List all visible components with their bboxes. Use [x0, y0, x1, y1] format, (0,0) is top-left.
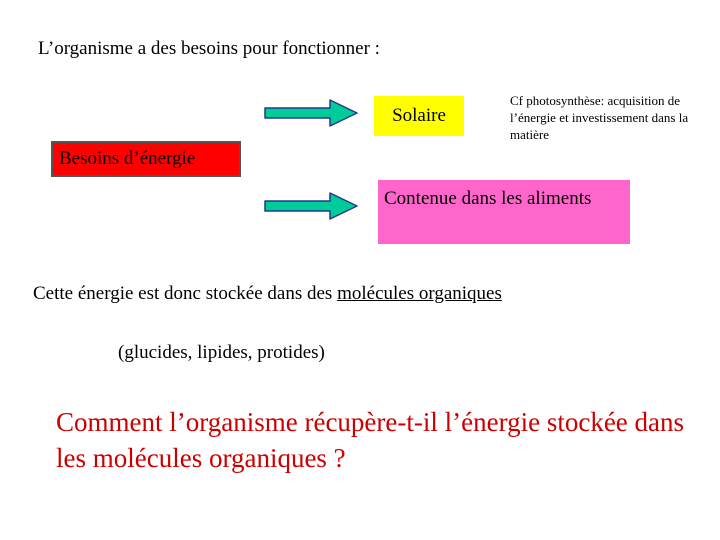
food-energy-label: Contenue dans les aliments	[384, 188, 592, 209]
organic-molecules-term: molécules organiques	[337, 283, 502, 304]
arrow-to-solaire-icon	[264, 98, 358, 128]
food-energy-box	[378, 180, 630, 244]
photosynthesis-note: Cf photosynthèse: acquisition de l’énergie et investissement dans la matière	[510, 93, 689, 142]
molecule-examples: (glucides, lipides, protides)	[118, 342, 325, 363]
solaire-box	[374, 96, 464, 136]
key-question: Comment l’organisme récupère-t-il l’énergie stockée dans les molécules organiques ?	[56, 407, 685, 473]
stored-energy-sentence	[33, 283, 502, 305]
energy-needs-label: Besoins d’énergie	[59, 148, 196, 169]
slide-title: L’organisme a des besoins pour fonctionner :	[38, 38, 380, 59]
energy-needs-box	[51, 141, 241, 177]
stored-sentence-text: Cette énergie est donc stockée dans des	[33, 283, 338, 304]
solaire-label: Solaire	[392, 105, 446, 126]
arrow-to-food-icon	[264, 191, 358, 221]
